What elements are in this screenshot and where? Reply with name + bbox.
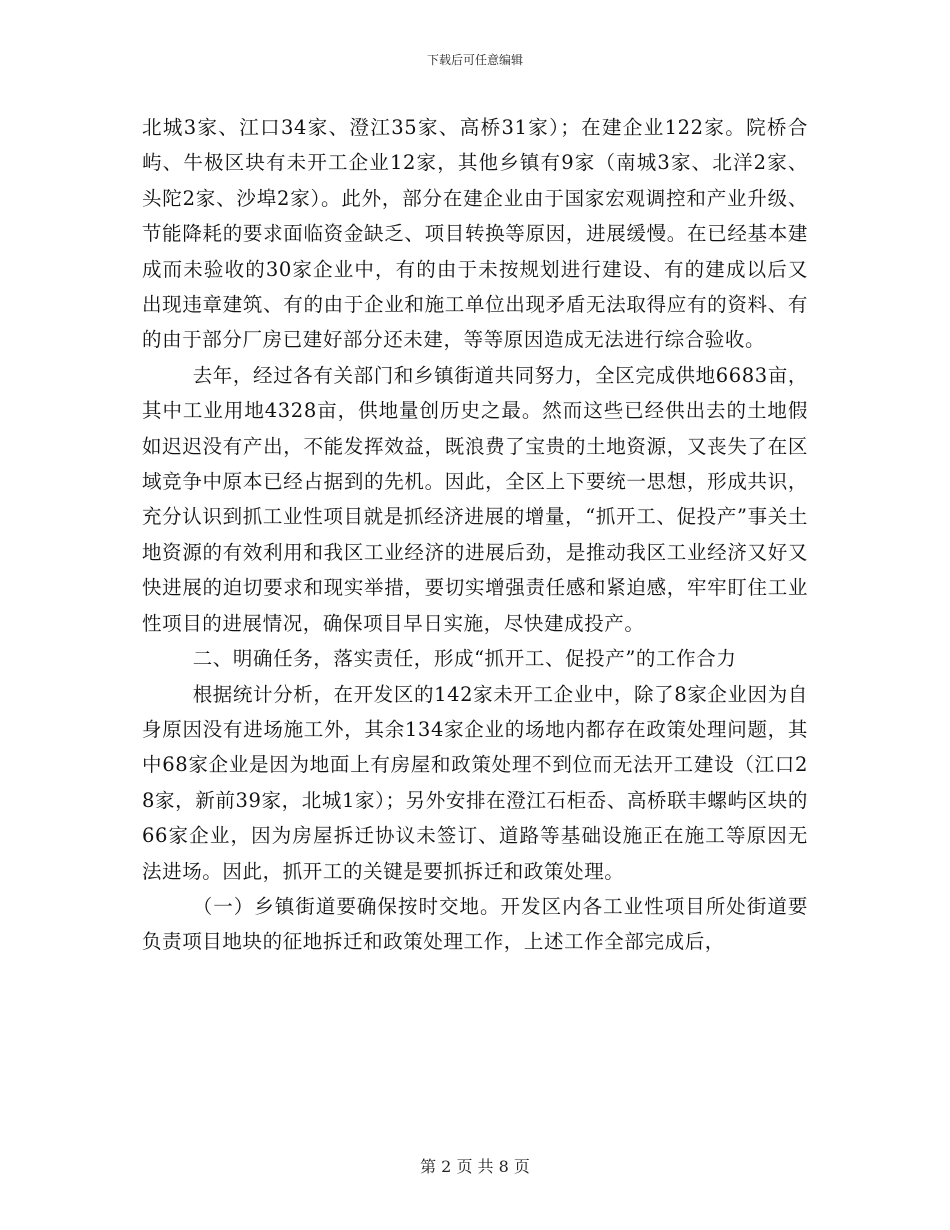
paragraph-statistics: 根据统计分析，在开发区的142家未开工企业中，除了8家企业因为自身原因没有进场施工外，其余134家企业的场地内都存在政策处理问题，其中68家企业是因为地面上有房屋和政策处理不到位而无法开工建设（江口28家，新前39家，北城1家）；另外安排在澄江石柜岙、高桥联丰螺屿区块的66家企业，因为房屋拆迁协议未签订、道路等基础设施正在施工等原因无法进场。因此，抓开工的关键是要抓拆迁和政策处理。 <box>142 682 808 883</box>
page-header-note: 下载后可任意编辑 <box>426 53 523 67</box>
page-number: 第 2 页 共 8 页 <box>420 1157 530 1176</box>
section-heading-2: 二、明确任务，落实责任，形成“抓开工、促投产”的工作合力 <box>192 647 737 671</box>
paragraph-continuation: 北城3家、江口34家、澄江35家、高桥31家）；在建企业122家。院桥合屿、牛极区块有未开工企业12家，其他乡镇有9家（南城3家、北洋2家、头陀2家、沙埠2家）。此外，部分在建企业由于国家宏观调控和产业升级、节能降耗的要求面临资金缺乏、项目转换等原因，进展缓慢。在已经基本建成而未验收的30家企业中，有的由于未按规划进行建设、有的建成以后又出现违章建筑、有的由于企业和施工单位出现矛盾无法取得应有的资料、有的由于部分厂房已建好部分还未建，等等原因造成无法进行综合验收。 <box>142 116 808 352</box>
document-body <box>142 110 808 960</box>
paragraph-subsection-1: （一）乡镇街道要确保按时交地。开发区内各工业性项目所处街道要负责项目地块的征地拆迁和政策处理工作，上述工作全部完成后， <box>142 894 808 954</box>
paragraph-land-supply: 去年，经过各有关部门和乡镇街道共同努力，全区完成供地6683亩，其中工业用地4328亩，供地量创历史之最。然而这些已经供出去的土地假如迟迟没有产出，不能发挥效益，既浪费了宝贵的土地资源，又丧失了在区域竞争中原本已经占据到的先机。因此，全区上下要统一思想，形成共识，充分认识到抓工业性项目就是抓经济进展的增量，“抓开工、促投产”事关土地资源的有效利用和我区工业经济的进展后劲，是推动我区工业经济又好又快进展的迫切要求和现实举措，要切实增强责任感和紧迫感，牢牢盯住工业性项目的进展情况，确保项目早日实施，尽快建成投产。 <box>142 363 808 635</box>
